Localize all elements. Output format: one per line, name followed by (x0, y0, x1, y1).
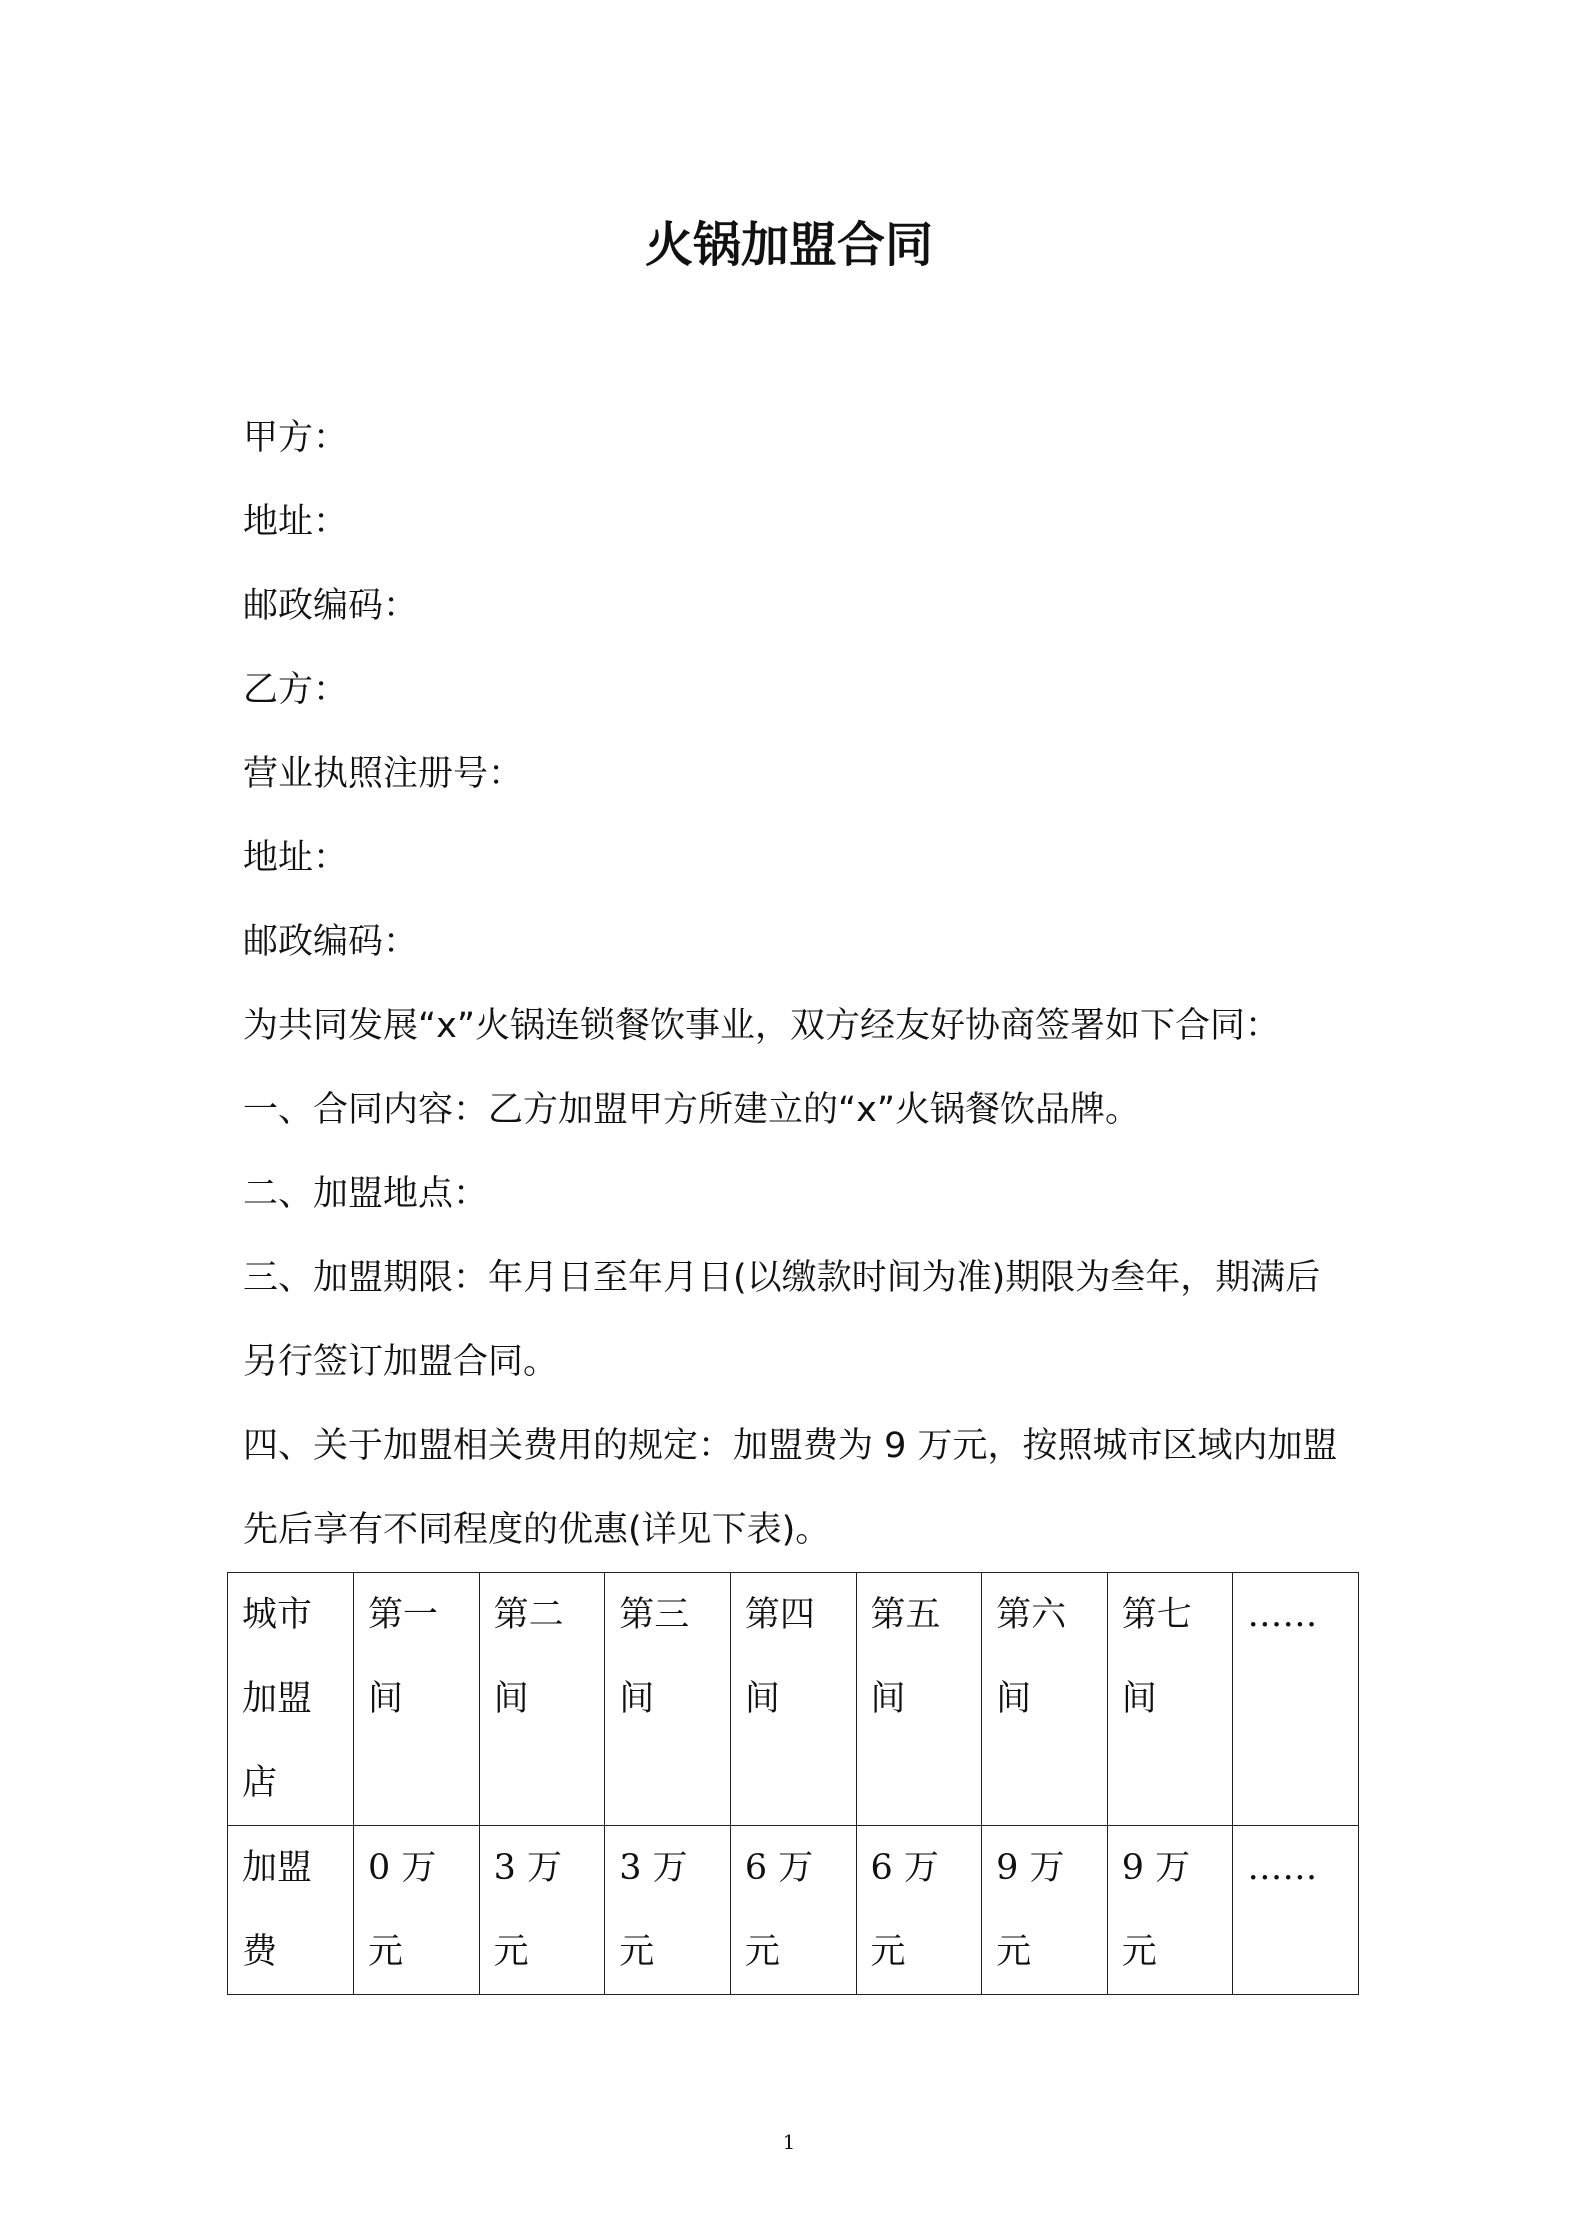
table-cell: 第五间 (856, 1573, 982, 1826)
franchise-fee-table (227, 1572, 1359, 1995)
table-cell: 9 万元 (982, 1826, 1108, 1995)
document-title: 火锅加盟合同 (644, 217, 933, 273)
party-b-postcode-label: 邮政编码： (243, 922, 419, 962)
table-cell: 第一间 (354, 1573, 480, 1826)
page-number: 1 (782, 2130, 796, 2154)
intro-paragraph: 为共同发展“x”火锅连锁餐饮事业，双方经友好协商签署如下合同： (243, 1006, 1280, 1046)
table-cell: 加盟费 (228, 1826, 354, 1995)
table-row (228, 1826, 1359, 1995)
clause-franchise-term: 三、加盟期限：年月日至年月日(以缴款时间为准)期限为叁年，期满后另行签订加盟合同。 (243, 1258, 1321, 1382)
party-b-license-label: 营业执照注册号： (243, 754, 524, 794)
table-cell: 第七间 (1107, 1573, 1233, 1826)
table-cell: 6 万元 (856, 1826, 982, 1995)
party-a-name-label: 甲方： (243, 418, 349, 458)
table-cell: 9 万元 (1107, 1826, 1233, 1995)
clause-contract-content: 一、合同内容：乙方加盟甲方所建立的“x”火锅餐饮品牌。 (243, 1090, 1140, 1130)
party-b-address-label: 地址： (243, 838, 349, 878)
table-cell: 第四间 (730, 1573, 856, 1826)
table-cell: 3 万元 (479, 1826, 605, 1995)
table-cell: 0 万元 (354, 1826, 480, 1995)
table-cell: …… (1233, 1573, 1359, 1826)
table-cell: 第二间 (479, 1573, 605, 1826)
party-b-name-label: 乙方： (243, 670, 349, 710)
clause-franchise-location: 二、加盟地点： (243, 1174, 489, 1214)
party-a-postcode-label: 邮政编码： (243, 586, 419, 626)
table-cell: 6 万元 (730, 1826, 856, 1995)
table-cell: 第三间 (605, 1573, 731, 1826)
table-cell: …… (1233, 1826, 1359, 1995)
table-cell: 第六间 (982, 1573, 1108, 1826)
clause-franchise-fees: 四、关于加盟相关费用的规定：加盟费为 9 万元，按照城市区域内加盟先后享有不同程度的优惠(详见下表)。 (243, 1426, 1338, 1550)
table-header-row (228, 1573, 1359, 1826)
table-cell: 城市加盟店 (228, 1573, 354, 1826)
party-a-address-label: 地址： (243, 502, 349, 542)
table-cell: 3 万元 (605, 1826, 731, 1995)
